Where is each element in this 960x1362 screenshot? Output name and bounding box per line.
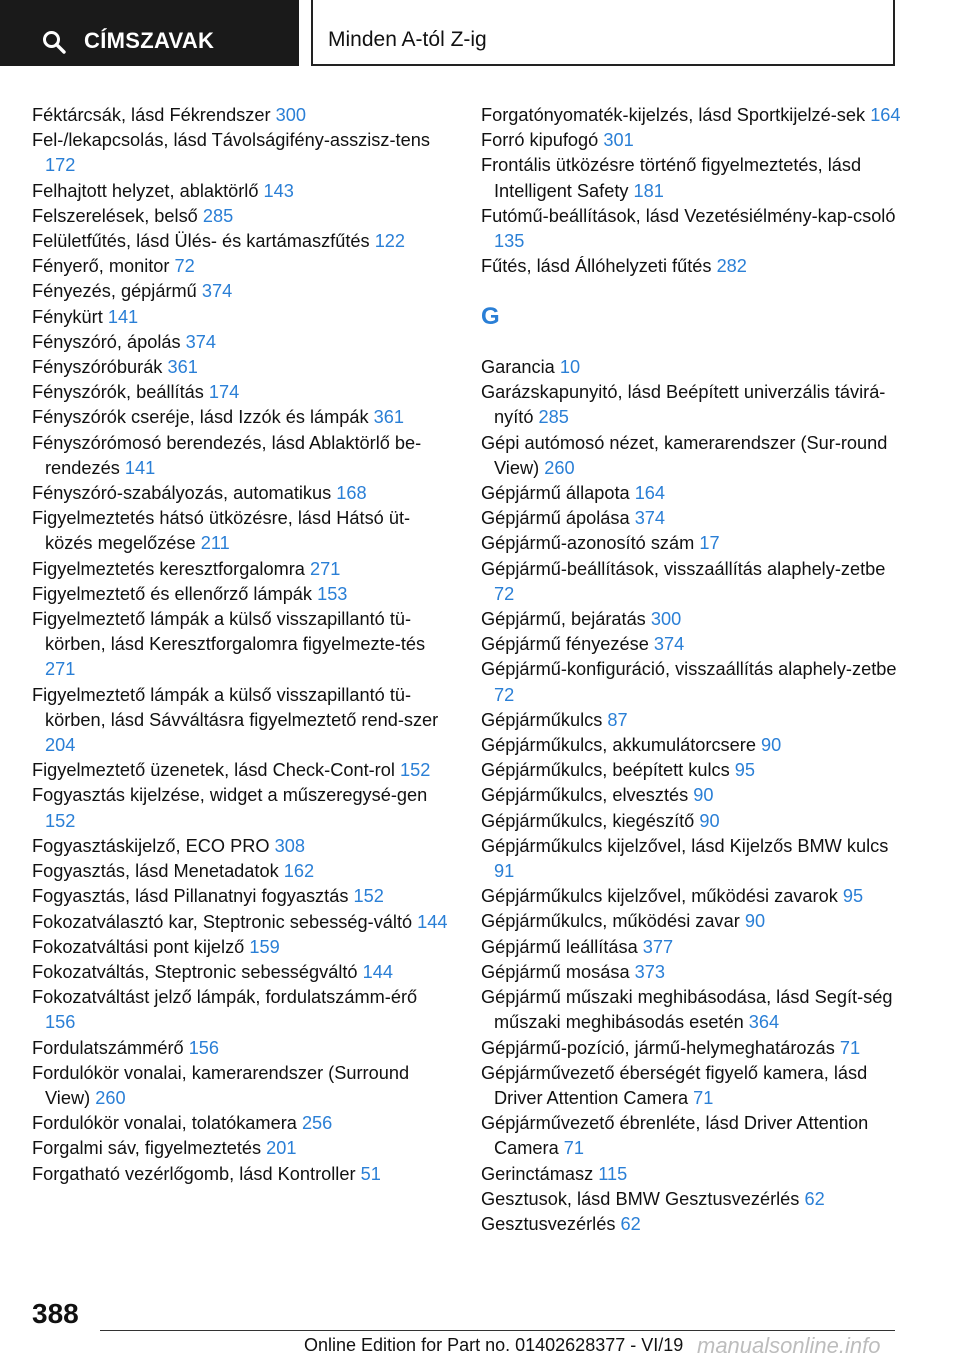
page-link[interactable]: 300: [275, 105, 306, 125]
index-entry: [32, 607, 452, 683]
index-entry-text: Fénykürt: [32, 306, 103, 327]
page-link[interactable]: 282: [716, 256, 747, 277]
index-entry: [32, 557, 452, 582]
page-link[interactable]: 374: [634, 508, 666, 529]
page-link[interactable]: 374: [201, 281, 233, 302]
index-entry-text: Felületfűtés, lásd Ülés- és kartámaszfűtés: [32, 231, 370, 252]
page-link[interactable]: 271: [45, 659, 76, 680]
index-entry: [32, 254, 452, 279]
index-column-right: [481, 103, 901, 1237]
page-link[interactable]: 10: [559, 357, 581, 378]
index-entry: [481, 783, 901, 808]
page-link[interactable]: 122: [374, 231, 406, 252]
index-entry: [32, 179, 452, 204]
page-link[interactable]: 181: [633, 180, 664, 201]
page-link[interactable]: 285: [202, 205, 234, 226]
page-link[interactable]: 141: [124, 457, 156, 478]
index-entry-text: Futómű-beállítások, lásd Vezetésiélmény-kap-csoló: [481, 205, 896, 226]
index-entry-text: Figyelmeztető lámpák a külső visszapillantó tü-körben, lásd Sávváltásra figyelmeztető rend-szer: [32, 684, 439, 730]
page-link[interactable]: 260: [544, 457, 575, 478]
page-link[interactable]: 152: [353, 886, 384, 907]
index-entry-text: Gépjármű leállítása: [481, 936, 638, 957]
index-entry: [32, 582, 452, 607]
index-entry-text: Fordulókör vonalai, tolatókamera: [32, 1113, 297, 1134]
page-link[interactable]: 162: [283, 861, 315, 882]
index-entry-text: Gépjárműkulcs kijelzővel, működési zavarok: [481, 886, 838, 907]
index-entry: [32, 305, 452, 330]
index-entry-text: Fordulatszámmérő: [32, 1037, 184, 1058]
index-entry: [32, 834, 452, 859]
index-entry-text: Garázskapunyitó, lásd Beépített univerzális távirá-nyító: [481, 382, 886, 428]
index-entry: [481, 506, 901, 531]
index-entry-text: Fogyasztás, lásd Menetadatok: [32, 861, 279, 882]
index-entry-text: Fel-/lekapcsolás, lásd Távolságifény-asszisz-tens: [32, 130, 430, 151]
page-link[interactable]: 152: [399, 760, 431, 781]
index-entry: [481, 909, 901, 934]
index-entry-text: Gépjárművezető ébrenléte, lásd Driver Attention Camera: [481, 1113, 869, 1159]
index-entry-text: Fokozatváltási pont kijelző: [32, 936, 245, 957]
index-entry-text: Fényszóróburák: [32, 357, 163, 378]
index-entry: [481, 204, 901, 254]
index-entry-text: Gerinctámasz: [481, 1163, 594, 1184]
index-entry: [32, 431, 452, 481]
page-number: 388: [32, 1298, 79, 1329]
index-entry-text: Gépjárműkulcs, akkumulátorcsere: [481, 735, 756, 756]
index-entry: [32, 935, 452, 960]
index-entry-text: Felhajtott helyzet, ablaktörlő: [32, 180, 259, 201]
index-entry-text: Fogyasztás, lásd Pillanatnyi fogyasztás: [32, 886, 349, 907]
index-entry-text: Gépjármű, bejáratás: [481, 609, 646, 630]
index-entry: [481, 733, 901, 758]
index-entry-text: Gépjármű-azonosító szám: [481, 533, 695, 554]
footer-divider: [100, 1330, 895, 1331]
index-entry-text: Fényerő, monitor: [32, 256, 170, 277]
index-entry-text: Fokozatváltás, Steptronic sebességváltó: [32, 961, 358, 982]
index-entry: [481, 254, 901, 279]
index-entry-text: Forgatható vezérlőgomb, lásd Kontroller: [32, 1163, 356, 1184]
index-entry: [481, 834, 901, 884]
index-entry: [481, 1111, 901, 1161]
index-entry-text: Fordulókör vonalai, kamerarendszer (Surround View): [32, 1062, 410, 1108]
index-column-left: [32, 103, 452, 1187]
page-link[interactable]: 90: [744, 911, 766, 932]
index-entry-text: Fényszórók, beállítás: [32, 382, 204, 403]
page-link[interactable]: 361: [373, 407, 405, 428]
index-entry-text: Fogyasztáskijelző, ECO PRO: [32, 835, 270, 856]
index-group-g: [481, 355, 901, 1237]
index-entry-text: Gépjárműkulcs, működési zavar: [481, 911, 740, 932]
index-entry-text: Forró kipufogó: [481, 130, 599, 151]
index-entry-text: Gépjármű állapota: [481, 483, 630, 504]
index-entry-text: Gesztusvezérlés: [481, 1213, 616, 1234]
index-entry-text: Frontális ütközésre történő figyelmeztetés, lásd Intelligent Safety: [481, 155, 862, 201]
index-entry: [32, 910, 452, 935]
index-entry: [32, 204, 452, 229]
page-link[interactable]: 72: [174, 256, 195, 277]
index-entry: [32, 330, 452, 355]
page-link[interactable]: 271: [309, 558, 341, 579]
index-entry: [481, 557, 901, 607]
top-navigation: [0, 0, 960, 66]
page-link[interactable]: 285: [538, 407, 569, 428]
page-link[interactable]: 115: [598, 1163, 628, 1184]
index-entry: [32, 1111, 452, 1136]
index-entry-text: Gépjárműkulcs: [481, 709, 603, 730]
page-link[interactable]: 174: [208, 382, 240, 403]
index-entry-text: Forgalmi sáv, figyelmeztetés: [32, 1138, 262, 1159]
page-link[interactable]: 153: [317, 583, 348, 604]
page-link[interactable]: 95: [734, 760, 755, 781]
index-entry: [32, 355, 452, 380]
index-entry: [32, 1061, 452, 1111]
index-entry-text: Gépjármű-beállítások, visszaállítás alaphely-zetbe: [481, 558, 886, 579]
page-link[interactable]: 95: [842, 886, 864, 907]
index-entry-text: Gesztusok, lásd BMW Gesztusvezérlés: [481, 1188, 800, 1209]
index-entry: [481, 1036, 901, 1061]
index-entry: [32, 279, 452, 304]
page-link[interactable]: 168: [336, 483, 367, 504]
index-entry-text: Figyelmeztető és ellenőrző lámpák: [32, 583, 313, 604]
index-entry: [481, 531, 901, 556]
index-entry: [32, 859, 452, 884]
index-entry-text: Gépjármű fényezése: [481, 634, 649, 655]
page-link[interactable]: 141: [107, 306, 139, 327]
index-entry: [32, 481, 452, 506]
index-entry-text: Gépjármű-pozíció, jármű-helymeghatározás: [481, 1037, 835, 1058]
page-link[interactable]: 172: [45, 155, 76, 176]
index-entry-text: Figyelmeztető lámpák a külső visszapillantó tü-körben, lásd Keresztforgalomra figyelmezte-tés: [32, 609, 426, 655]
index-entry: [481, 153, 901, 203]
index-entry: [32, 506, 452, 556]
page-link[interactable]: 90: [693, 785, 714, 806]
page-link[interactable]: 300: [650, 609, 682, 630]
tab-a-to-z-label: Minden A-tól Z-ig: [328, 28, 487, 51]
page-link[interactable]: 87: [607, 709, 628, 730]
search-icon: [42, 30, 66, 54]
page-link[interactable]: 204: [45, 735, 76, 756]
index-entry: [481, 380, 901, 430]
page-link[interactable]: 62: [620, 1213, 641, 1234]
index-entry-text: Forgatónyomaték-kijelzés, lásd Sportkijelzé-sek: [481, 105, 866, 125]
index-entry-text: Gépjárművezető éberségét figyelő kamera, lásd Driver Attention Camera: [481, 1062, 868, 1108]
index-entry: [481, 884, 901, 909]
page-link[interactable]: 62: [804, 1188, 825, 1209]
page-link[interactable]: 51: [360, 1163, 381, 1184]
page-link[interactable]: 301: [603, 130, 634, 151]
index-entry: [481, 758, 901, 783]
page-link[interactable]: 90: [761, 735, 782, 756]
page-link[interactable]: 91: [494, 861, 515, 882]
page-link[interactable]: 211: [200, 533, 230, 554]
index-entry: [481, 431, 901, 481]
index-entry-text: Fényezés, gépjármű: [32, 281, 197, 302]
index-entry-text: Gépjárműkulcs, kiegészítő: [481, 810, 695, 831]
index-entry: [481, 657, 901, 707]
page-link[interactable]: 373: [634, 961, 666, 982]
index-entry-text: Gépjárműkulcs kijelzővel, lásd Kijelzős BMW kulcs: [481, 835, 889, 856]
index-entry: [481, 1187, 901, 1212]
index-entry: [32, 884, 452, 909]
index-entry: [481, 1212, 901, 1237]
page-link[interactable]: 361: [167, 357, 198, 378]
index-entry: [32, 405, 452, 430]
index-entry-text: Gépjármű-konfiguráció, visszaállítás alaphely-zetbe: [481, 659, 897, 680]
tab-a-to-z[interactable]: [311, 0, 895, 66]
index-entry: [481, 960, 901, 985]
index-entry: [32, 128, 452, 178]
index-entry: [32, 960, 452, 985]
page-link[interactable]: 156: [188, 1037, 220, 1058]
index-entry: [481, 103, 901, 128]
page-link[interactable]: 156: [45, 1012, 76, 1033]
page-link[interactable]: 71: [563, 1138, 584, 1159]
page-link[interactable]: 71: [693, 1087, 714, 1108]
index-entry-text: Gépjárműkulcs, elvesztés: [481, 785, 689, 806]
index-entry-text: Figyelmeztetés hátsó ütközésre, lásd Hátsó üt-közés megelőzése: [32, 508, 411, 554]
index-entry-text: Gépjármű mosása: [481, 961, 630, 982]
index-entry: [32, 380, 452, 405]
edition-text: Online Edition for Part no. 01402628377 - VI/19: [304, 1335, 684, 1355]
page-link[interactable]: 164: [870, 105, 901, 125]
index-entry: [481, 1061, 901, 1111]
page-link[interactable]: 152: [45, 810, 76, 831]
index-entry-text: Fogyasztás kijelzése, widget a műszeregysé-gen: [32, 785, 428, 806]
index-entry-text: Féktárcsák, lásd Fékrendszer: [32, 105, 271, 125]
page-link[interactable]: 260: [95, 1087, 126, 1108]
page-link[interactable]: 71: [839, 1037, 861, 1058]
page-link[interactable]: 256: [301, 1113, 333, 1134]
page-link[interactable]: 143: [263, 180, 294, 201]
index-entry: [481, 632, 901, 657]
page-link[interactable]: 72: [494, 684, 515, 705]
index-entry-text: Fényszóró, ápolás: [32, 331, 181, 352]
index-entry: [32, 1036, 452, 1061]
index-entry: [32, 758, 452, 783]
index-entry-text: Fokozatválasztó kar, Steptronic sebesség-váltó: [32, 911, 413, 932]
index-entry: [32, 783, 452, 833]
page-link[interactable]: 308: [274, 835, 305, 856]
page-link[interactable]: 144: [417, 911, 448, 932]
index-entry-text: Gépjármű műszaki meghibásodása, lásd Segít-ség műszaki meghibásodás esetén: [481, 987, 893, 1033]
index-entry-text: Gépjármű ápolása: [481, 508, 630, 529]
page-link[interactable]: 17: [699, 533, 720, 554]
page-link[interactable]: 135: [494, 231, 525, 252]
index-entry: [481, 607, 901, 632]
index-entry-text: Garancia: [481, 357, 555, 378]
index-entry: [481, 481, 901, 506]
index-group-f-continued: [481, 103, 901, 279]
index-entry-text: Gépjárműkulcs, beépített kulcs: [481, 760, 730, 781]
page-link[interactable]: 374: [653, 634, 685, 655]
index-entry-text: Fényszóró-szabályozás, automatikus: [32, 483, 332, 504]
index-entry: [481, 809, 901, 834]
index-entry: [32, 229, 452, 254]
page-link[interactable]: 364: [748, 1012, 780, 1033]
index-entry: [32, 1162, 452, 1187]
index-entry-text: Fűtés, lásd Állóhelyzeti fűtés: [481, 256, 712, 277]
index-entry: [32, 1136, 452, 1161]
watermark: manualsonline.info: [697, 1333, 881, 1358]
page-link[interactable]: 377: [642, 936, 674, 957]
index-entry-text: Fényszórók cseréje, lásd Izzók és lámpák: [32, 407, 369, 428]
page-link[interactable]: 144: [362, 961, 393, 982]
index-entry: [481, 355, 901, 380]
index-entry: [481, 708, 901, 733]
index-entry-text: Figyelmeztetés keresztforgalomra: [32, 558, 305, 579]
index-entry: [32, 985, 452, 1035]
page-link[interactable]: 72: [494, 583, 515, 604]
index-entry-text: Felszerelések, belső: [32, 205, 198, 226]
index-entry: [32, 683, 452, 759]
page-link[interactable]: 201: [266, 1138, 297, 1159]
page-link[interactable]: 159: [249, 936, 280, 957]
page-link[interactable]: 164: [634, 483, 666, 504]
index-entry: [481, 985, 901, 1035]
index-entry-text: Figyelmeztető üzenetek, lásd Check-Cont-rol: [32, 760, 395, 781]
tab-keywords[interactable]: [0, 0, 299, 66]
index-entry: [481, 1162, 901, 1187]
section-letter: G: [481, 303, 500, 331]
index-entry: [32, 103, 452, 128]
tab-keywords-label: CÍMSZAVAK: [84, 28, 215, 53]
index-entry-text: Fényszórómosó berendezés, lásd Ablaktörlő be-rendezés: [32, 432, 422, 478]
page-link[interactable]: 90: [699, 810, 720, 831]
index-entry: [481, 935, 901, 960]
index-entry-text: Gépi autómosó nézet, kamerarendszer (Sur-round View): [481, 432, 888, 478]
index-entry: [481, 128, 901, 153]
index-entry-text: Fokozatváltást jelző lámpák, fordulatszámm-érő: [32, 987, 418, 1008]
page-link[interactable]: 374: [185, 331, 217, 352]
